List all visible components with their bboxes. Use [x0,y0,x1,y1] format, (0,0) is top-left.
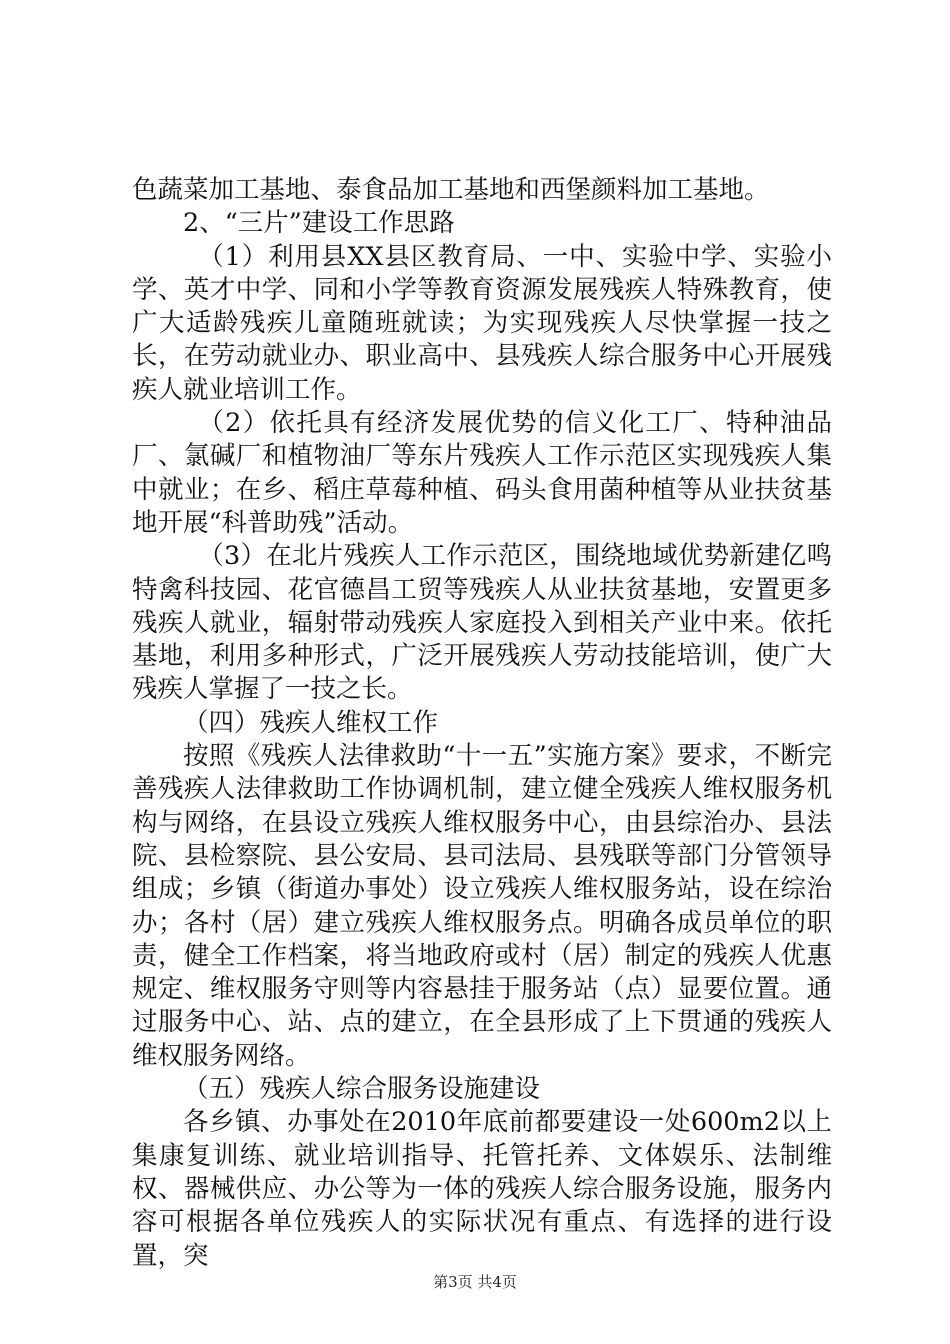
paragraph-item-1: （1）利用县XX县区教育局、一中、实验中学、实验小学、英才中学、同和小学等教育资源发展残疾人特殊教育，使广大适龄残疾儿童随班就读；为实现残疾人尽快掌握一技之长，在劳动就业办、职业高中、县残疾人综合服务中心开展残疾人就业培训工作。 [132,241,832,405]
paragraph-item-2: （2）依托具有经济发展优势的信义化工厂、特种油品厂、氯碱厂和植物油厂等东片残疾人工作示范区实现残疾人集中就业；在乡、稻庄草莓种植、码头食用菌种植等从业扶贫基地开展“科普助残”活动。 [132,408,832,538]
paragraph-service-facilities: 各乡镇、办事处在2010年底前都要建设一处600m2以上集康复训练、就业培训指导、托管托养、文体娱乐、法制维权、器械供应、办公等为一体的残疾人综合服务设施，服务内容可根据各单位残疾人的实际状况有重点、有选择的进行设置，突 [132,1107,832,1271]
page-footer: 第3页 共4页 [433,1273,517,1291]
section-heading-three-zones: 2、“三片”建设工作思路 [183,208,455,239]
paragraph-item-3: （3）在北片残疾人工作示范区，围绕地域优势新建亿鸣特禽科技园、花官德昌工贸等残疾人从业扶贫基地，安置更多残疾人就业，辐射带动残疾人家庭投入到相关产业中来。依托基地，利用多种形式，广泛开展残疾人劳动技能培训，使广大残疾人掌握了一技之长。 [132,541,832,705]
section-heading-rights-protection: （四）残疾人维权工作 [183,707,439,738]
section-heading-service-facilities: （五）残疾人综合服务设施建设 [183,1074,541,1105]
document-body [132,174,832,1273]
paragraph-continuation: 色蔬菜加工基地、泰食品加工基地和西堡颜料加工基地。 [132,175,770,205]
paragraph-rights-protection: 按照《残疾人法律救助“十一五”实施方案》要求，不断完善残疾人法律救助工作协调机制，建立健全残疾人维权服务机构与网络，在县设立残疾人维权服务中心，由县综治办、县法院、县检察院、县公安局、县司法局、县残联等部门分管领导组成；乡镇（街道办事处）设立残疾人维权服务站，设在综治办；各村（居）建立残疾人维权服务点。明确各成员单位的职责，健全工作档案，将当地政府或村（居）制定的残疾人优惠规定、维权服务守则等内容悬挂于服务站（点）显要位置。通过服务中心、站、点的建立，在全县形成了上下贯通的残疾人维权服务网络。 [132,741,832,1071]
